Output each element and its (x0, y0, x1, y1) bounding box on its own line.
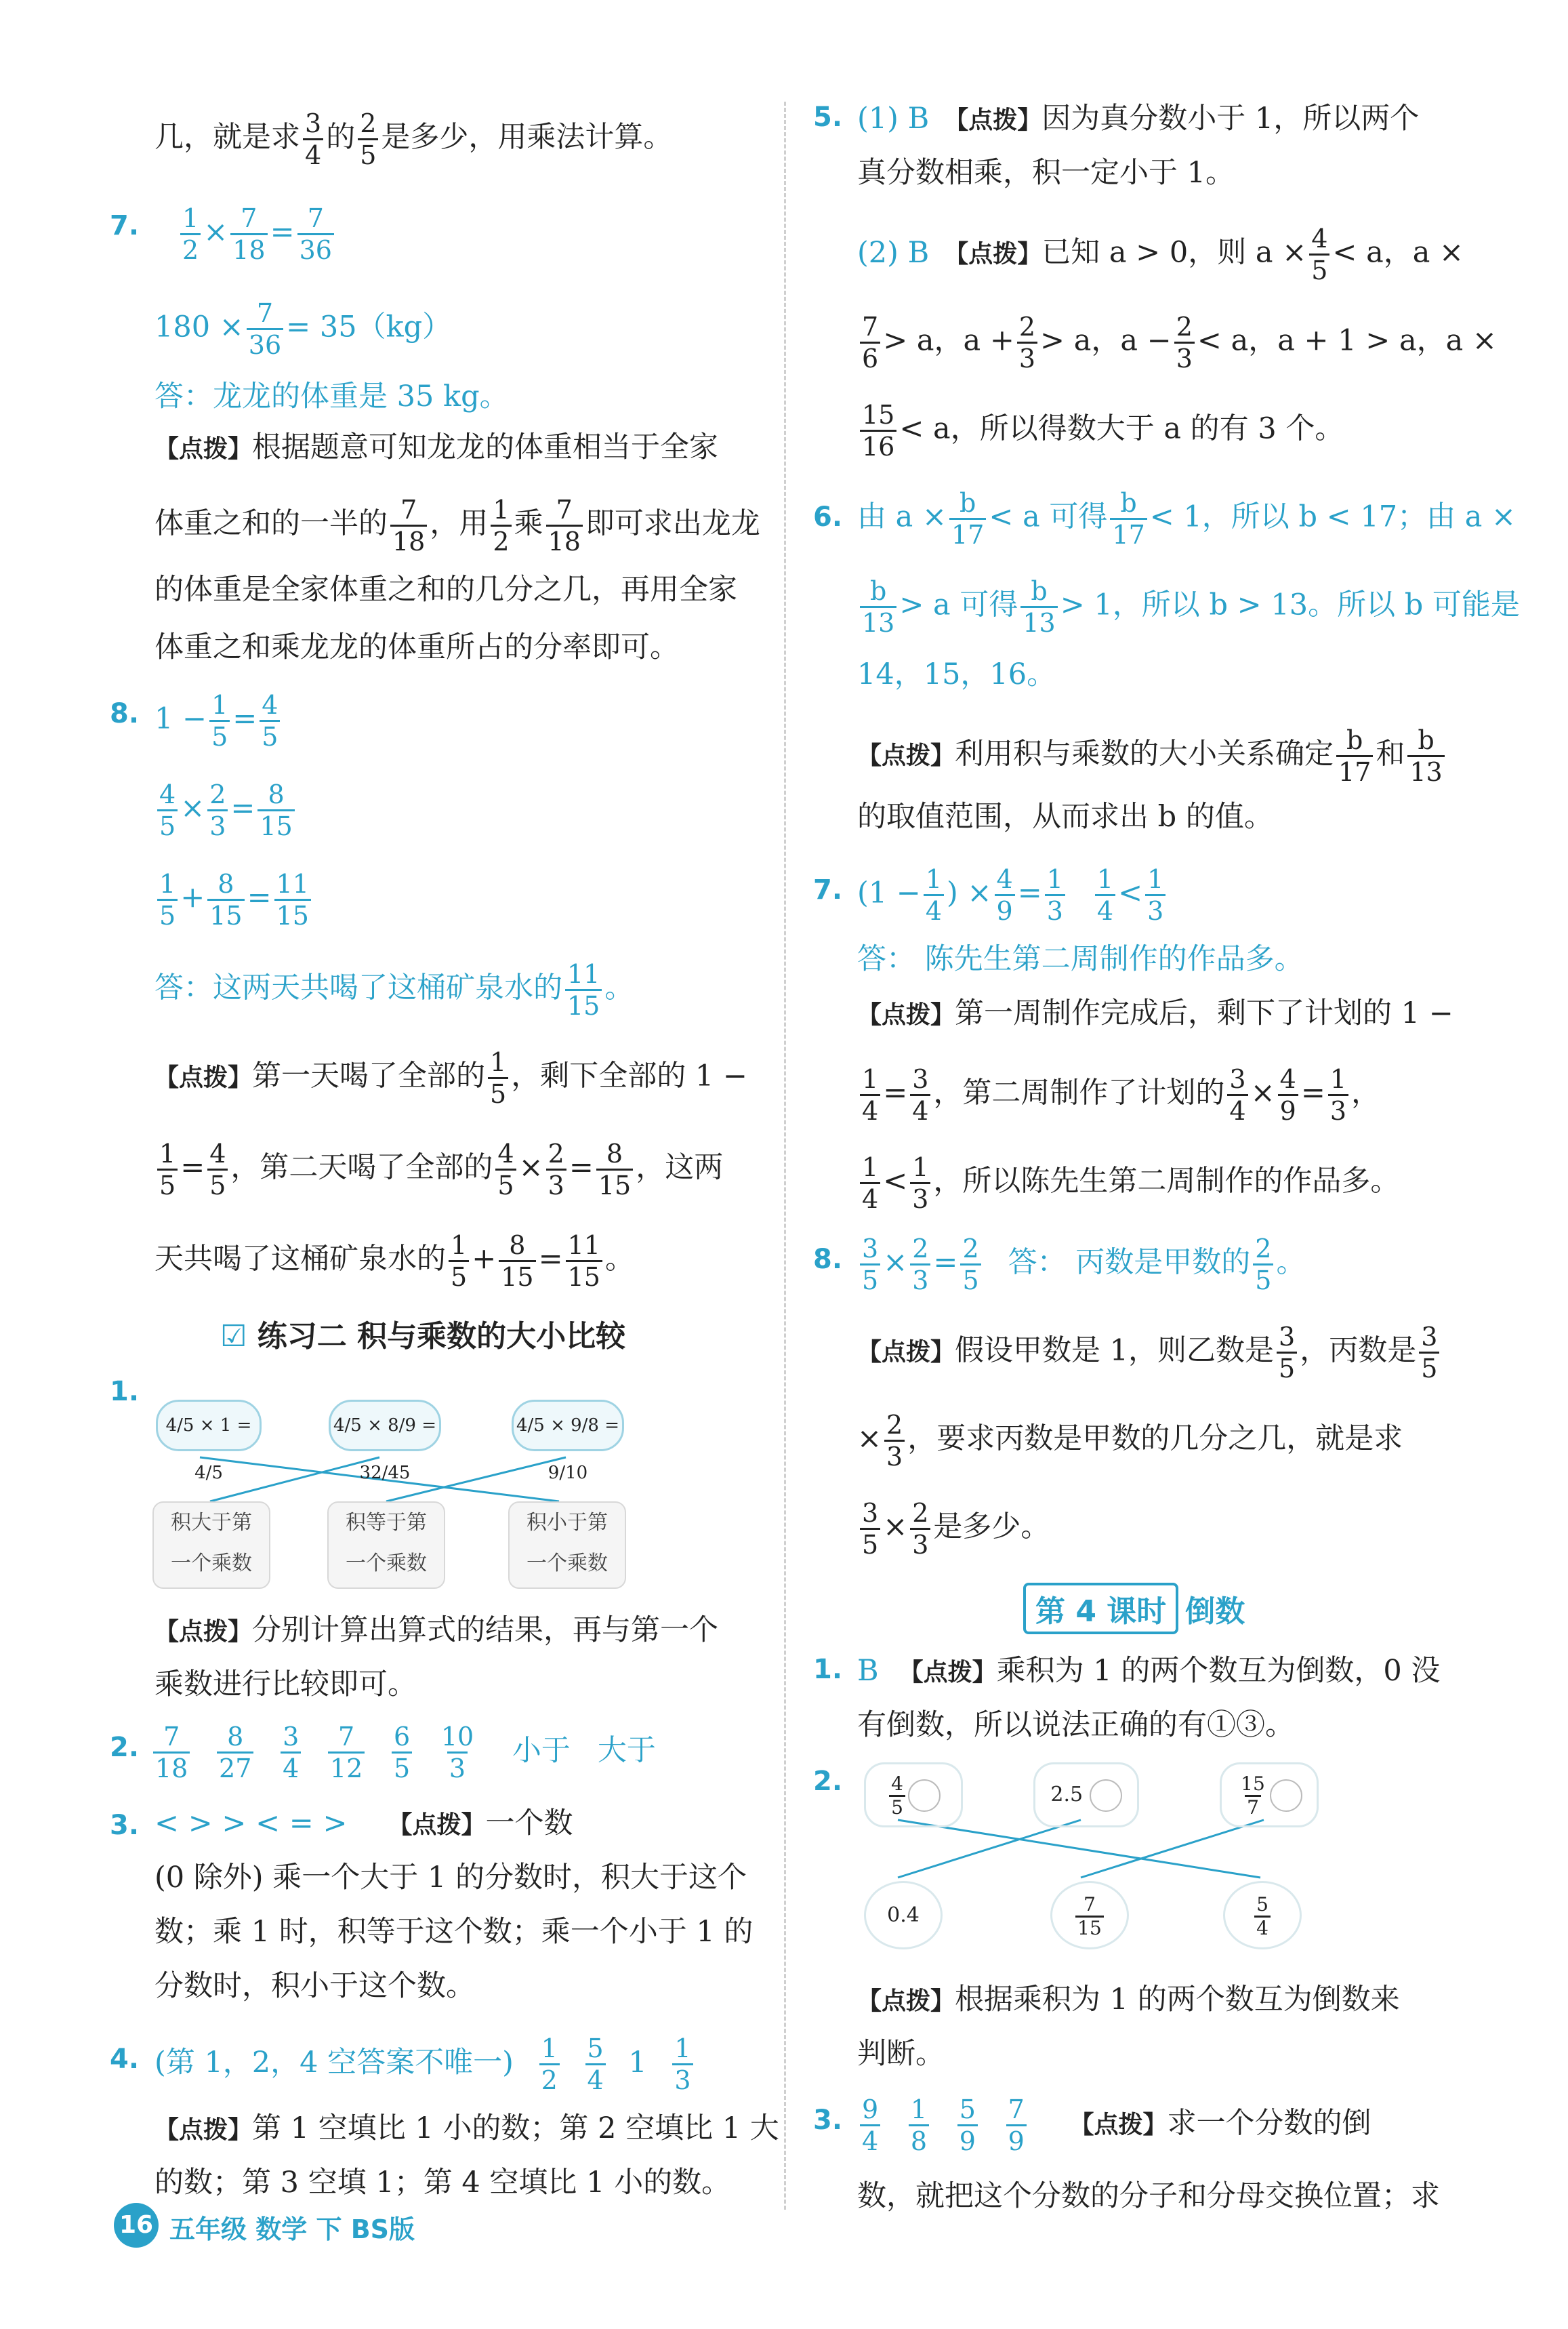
s2q2-answers: $\frac{7}{18}$ $\frac{8}{27}$ $\frac{3}{4}$ $\frac{7}{12}$ $\frac{6}{5}$ $\frac{10}{3}$ 小于 大于 (150, 1722, 656, 1783)
s2q3-line-4: 分数时，积小于这个数。 (154, 1969, 475, 2003)
rabbit-icon (908, 1779, 941, 1812)
bottom-item-1: 0.4 (864, 1881, 943, 1949)
q6-line-3: 14，15，16。 (857, 657, 1056, 691)
s2-question-number-3: 3. (110, 1810, 140, 1841)
q8-tip-line-2: $\frac{1}{5}$ = $\frac{4}{5}$ ，第二天喝了全部的 $\frac{4}{5}$ × $\frac{2}{3}$ = $\frac{8}{15}$ ，这两 (154, 1139, 723, 1200)
q7-tip-line-1: 【点拨】根据题意可知龙龙的体重相当于全家 (154, 430, 719, 464)
q8-equation-2: $\frac{4}{5}$ × $\frac{2}{3}$ = $\frac{8}{15}$ (154, 779, 297, 841)
intro-line: 几，就是求 $\frac{3}{4}$ 的 $\frac{2}{5}$ 是多少，用乘法计算。 (154, 108, 673, 170)
s2q3-line-1: < > > < = > 【点拨】一个数 (154, 1806, 573, 1840)
q7-tip-line-2: 体重之和的一半的 $\frac{7}{18}$ ，用 $\frac{1}{2}$ 乘 $\frac{7}{18}$ 即可求出龙龙 (154, 495, 760, 556)
s2q1-tip-line-2: 乘数进行比较即可。 (154, 1667, 417, 1701)
bone-expression-2: 4/5 × 8/9 = 32/45 (329, 1400, 441, 1451)
q7-tip-line-3: 的体重是全家体重之和的几分之几，再用全家 (154, 573, 737, 607)
bottom-item-3: $\frac{5}{4}$ (1223, 1881, 1302, 1949)
question-number-7: 7. (110, 210, 140, 241)
question-number-8: 8. (110, 698, 140, 729)
q5-p2-line-2: $\frac{7}{6}$ > a，a + $\frac{2}{3}$ > a，a − $\frac{2}{3}$ < a，a + 1 > a，a × (857, 312, 1497, 373)
rabbit-icon (1090, 1779, 1122, 1812)
q7-answer: 答：龙龙的体重是 35 kg。 (154, 380, 509, 413)
rq7-answer: 答： 陈先生第二周制作的作品多。 (857, 942, 1304, 976)
rq7-equation: (1 − $\frac{1}{4}$ ) × $\frac{4}{9}$ = $\frac{1}{3}$ $\frac{1}{4}$ < $\frac{1}{3}$ (857, 864, 1168, 926)
checkbox-icon: ☑ (220, 1319, 247, 1354)
q8-tip-line-3: 天共喝了这桶矿泉水的 $\frac{1}{5}$ + $\frac{8}{15}$ = $\frac{11}{15}$ 。 (154, 1230, 634, 1292)
q6-line-1: 由 a × $\frac{b}{17}$ < a 可得 $\frac{b}{17}$ < 1，所以 b < 17；由 a × (857, 488, 1517, 550)
s2q4-tip-line-2: 的数；第 3 空填 1；第 4 空填比 1 小的数。 (154, 2166, 731, 2200)
q5-p2-line-1: (2) B 【点拨】已知 a > 0，则 a × $\frac{4}{5}$ < a，a × (857, 224, 1464, 285)
s2-question-number-2: 2. (110, 1732, 140, 1763)
rq8-equation: $\frac{3}{5}$ × $\frac{2}{3}$ = $\frac{2}{5}$ 答： 丙数是甲数的 $\frac{2}{5}$ 。 (857, 1234, 1305, 1295)
lesson-title: 倒数 (1185, 1594, 1245, 1629)
q8-answer: 答：这两天共喝了这桶矿泉水的 $\frac{11}{15}$ 。 (154, 959, 634, 1021)
card-equal: 积等于第 一个乘数 (327, 1501, 445, 1589)
q7-tip-line-4: 体重之和乘龙龙的体重所占的分率即可。 (154, 630, 679, 664)
s2-question-number-4: 4. (110, 2044, 140, 2075)
rq8-tip-line-2: × $\frac{2}{3}$ ，要求丙数是甲数的几分之几，就是求 (857, 1410, 1403, 1472)
bone-expression-1: 4/5 × 1 = 4/5 (156, 1400, 262, 1451)
card-less: 积小于第 一个乘数 (508, 1501, 626, 1589)
top-item-2: 2.5 (1033, 1762, 1139, 1827)
r-question-number-5: 5. (813, 102, 843, 133)
q8-equation-1: 1 − $\frac{1}{5}$ = $\frac{4}{5}$ (154, 690, 283, 752)
l4-question-number-3: 3. (813, 2105, 843, 2136)
bone-expression-3: 4/5 × 9/8 = 9/10 (512, 1400, 624, 1451)
top-item-1: $\frac{4}{5}$ (864, 1762, 963, 1827)
lesson-heading (1023, 1583, 1245, 1634)
r-question-number-8: 8. (813, 1244, 843, 1275)
r-question-number-6: 6. (813, 502, 843, 533)
rq7-tip-line-1: 【点拨】第一周制作完成后，剩下了计划的 1 − (857, 996, 1453, 1030)
r-question-number-7: 7. (813, 874, 843, 906)
s2-question-number-1: 1. (110, 1376, 140, 1407)
s2q3-line-3: 数；乘 1 时，积等于这个数；乘一个小于 1 的 (154, 1915, 754, 1949)
l4-question-number-1: 1. (813, 1654, 843, 1685)
rq7-tip-line-3: $\frac{1}{4}$ < $\frac{1}{3}$ ，所以陈先生第二周制作的作品多。 (857, 1152, 1399, 1214)
s2q4-answers: (第 1，2，4 空答案不唯一) $\frac{1}{2}$ $\frac{5}{4}$ 1 $\frac{1}{3}$ (154, 2033, 696, 2095)
column-divider (784, 102, 786, 2210)
l4q3-line-2: 数，就把这个分数的分子和分母交换位置；求 (857, 2179, 1440, 2213)
q5-p1-line-1: (1) B 【点拨】因为真分数小于 1，所以两个 (857, 102, 1420, 136)
reciprocal-matching-diagram (857, 1756, 1399, 1952)
matching-diagram (152, 1369, 640, 1593)
rq7-tip-line-2: $\frac{1}{4}$ = $\frac{3}{4}$ ，第二周制作了计划的 $\frac{3}{4}$ × $\frac{4}{9}$ = $\frac{1}{3}$ ， (857, 1064, 1380, 1126)
l4q2-tip-line-1: 【点拨】根据乘积为 1 的两个数互为倒数来 (857, 1983, 1400, 2017)
top-item-3: $\frac{15}{7}$ (1220, 1762, 1319, 1827)
section-title: ☑ 练习二 积与乘数的大小比较 (220, 1319, 626, 1354)
q8-equation-3: $\frac{1}{5}$ + $\frac{8}{15}$ = $\frac{11}{15}$ (154, 869, 314, 931)
q7-equation-1: $\frac{1}{2}$ × $\frac{7}{18}$ = $\frac{7}{36}$ (178, 203, 337, 265)
q6-line-2: $\frac{b}{13}$ > a 可得 $\frac{b}{13}$ > 1，所以 b > 13。所以 b 可能是 (857, 576, 1520, 638)
q5-p1-line-2: 真分数相乘，积一定小于 1。 (857, 156, 1235, 190)
lesson-badge: 第 4 课时 (1023, 1583, 1178, 1634)
q7-equation-2: 180 × $\frac{7}{36}$ = 35（kg） (154, 298, 452, 360)
q6-tip-line-2: 的取值范围，从而求出 b 的值。 (857, 800, 1273, 834)
l4q3-line-1: $\frac{9}{4}$ $\frac{1}{8}$ $\frac{5}{9}$ $\frac{7}{9}$ 【点拨】求一个分数的倒 (857, 2094, 1371, 2156)
l4q1-line-2: 有倒数，所以说法正确的有①③。 (857, 1708, 1294, 1742)
card-greater: 积大于第 一个乘数 (152, 1501, 270, 1589)
rq8-tip-line-1: 【点拨】假设甲数是 1，则乙数是 $\frac{3}{5}$ ，丙数是 $\frac{3}{5}$ (857, 1322, 1442, 1383)
l4-question-number-2: 2. (813, 1766, 843, 1797)
footer-book-info: 五年级 数学 下 BS版 (169, 2214, 415, 2244)
s2q3-line-2: (0 除外) 乘一个大于 1 的分数时，积大于这个 (154, 1861, 747, 1895)
rabbit-icon (1270, 1779, 1302, 1812)
q8-tip-line-1: 【点拨】第一天喝了全部的 $\frac{1}{5}$ ，剩下全部的 1 − (154, 1047, 747, 1109)
bottom-item-2: $\frac{7}{15}$ (1050, 1881, 1129, 1949)
rq8-tip-line-3: $\frac{3}{5}$ × $\frac{2}{3}$ 是多少。 (857, 1498, 1050, 1560)
q6-tip-line-1: 【点拨】利用积与乘数的大小关系确定 $\frac{b}{17}$ 和 $\frac{b}{13}$ (857, 725, 1447, 787)
l4q2-tip-line-2: 判断。 (857, 2037, 945, 2071)
page-number: 16 (114, 2203, 159, 2248)
s2q4-tip-line-1: 【点拨】第 1 空填比 1 小的数；第 2 空填比 1 大 (154, 2111, 779, 2145)
q5-p2-line-3: $\frac{15}{16}$ < a，所以得数大于 a 的有 3 个。 (857, 400, 1344, 462)
s2q1-tip-line-1: 【点拨】分别计算出算式的结果，再与第一个 (154, 1613, 719, 1647)
l4q1-line-1: B 【点拨】乘积为 1 的两个数互为倒数，0 没 (857, 1654, 1441, 1688)
